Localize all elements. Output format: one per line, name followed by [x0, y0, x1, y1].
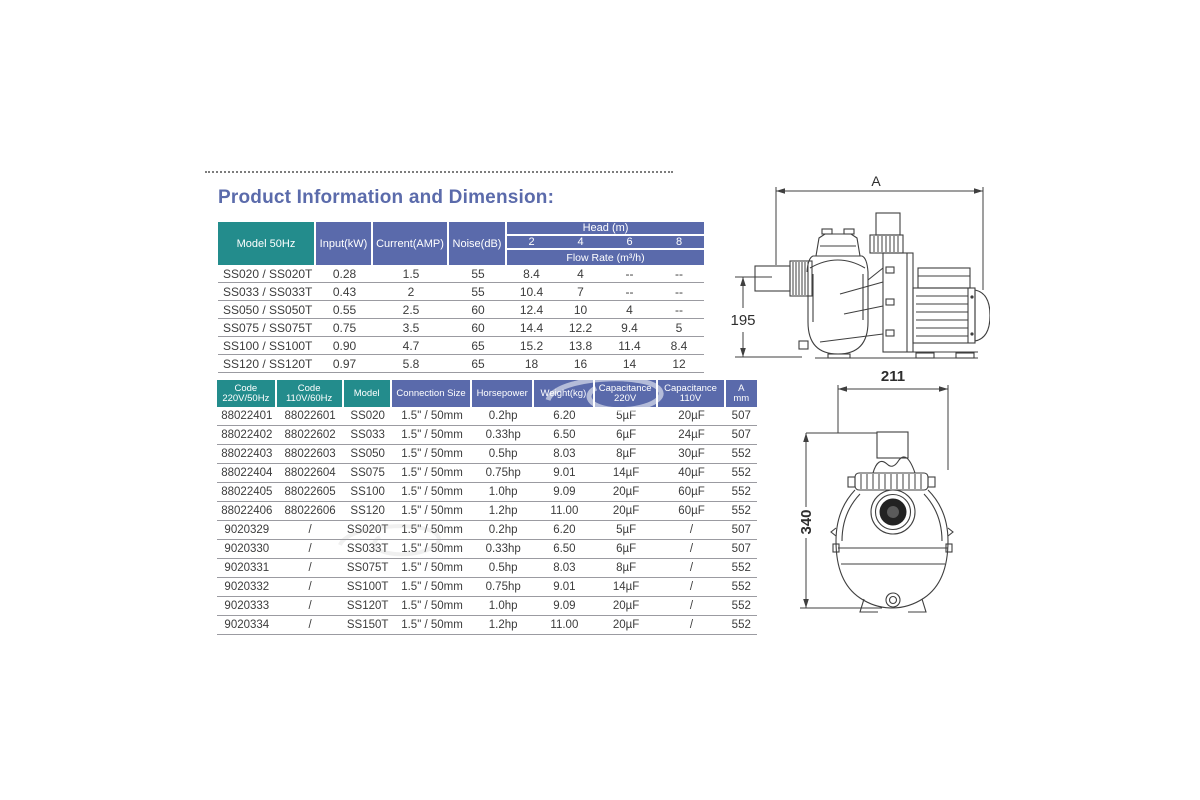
spec-header-cell: Horsepower [472, 380, 534, 407]
value-cell: -- [654, 265, 704, 283]
value-cell: 55 [449, 283, 507, 301]
value-cell: 5µF [595, 521, 658, 540]
row-key-cell: 88022404 [217, 464, 277, 483]
value-cell: 1.5" / 50mm [392, 464, 473, 483]
table-row [217, 464, 757, 483]
table-row [217, 616, 757, 635]
value-cell: 1.5" / 50mm [392, 502, 473, 521]
value-cell: SS075 [344, 464, 392, 483]
value-cell: 1.0hp [472, 597, 534, 616]
row-key-cell: 88022402 [217, 426, 277, 445]
value-cell: 20µF [595, 483, 658, 502]
pump-front-view-drawing [770, 360, 970, 620]
table-row [217, 502, 757, 521]
value-cell: 507 [726, 426, 757, 445]
value-cell: 0.75 [316, 319, 373, 337]
spec-table-header [217, 380, 757, 407]
value-cell: / [277, 578, 344, 597]
value-cell: / [658, 578, 726, 597]
value-cell: 2 [373, 283, 449, 301]
value-cell: 2.5 [373, 301, 449, 319]
value-cell: 12.2 [556, 319, 605, 337]
value-cell: 9.01 [534, 464, 595, 483]
value-cell: 1.5" / 50mm [392, 426, 473, 445]
value-cell: -- [654, 301, 704, 319]
value-cell: 20µF [595, 597, 658, 616]
table-row [218, 337, 704, 355]
table-row [217, 521, 757, 540]
value-cell: 20µF [595, 502, 658, 521]
spec-header-cell: Capacitance 110V [658, 380, 726, 407]
value-cell: 14µF [595, 578, 658, 597]
value-cell: / [658, 597, 726, 616]
row-key-cell: 88022403 [217, 445, 277, 464]
value-cell: 507 [726, 407, 757, 426]
table-row [218, 301, 704, 319]
row-key-cell: 9020334 [217, 616, 277, 635]
value-cell: / [277, 540, 344, 559]
pump-front-view-svg [770, 360, 970, 620]
value-cell: 9.01 [534, 578, 595, 597]
value-cell: 0.2hp [472, 521, 534, 540]
value-cell: 6µF [595, 426, 658, 445]
value-cell: 552 [726, 483, 757, 502]
row-key-cell: SS100 / SS100T [218, 337, 316, 355]
value-cell: 10 [556, 301, 605, 319]
value-cell: 0.33hp [472, 426, 534, 445]
value-cell: SS100 [344, 483, 392, 502]
col-header-head-group: Head (m) [507, 222, 704, 236]
value-cell: 8.4 [507, 265, 556, 283]
value-cell: 18 [507, 355, 556, 373]
value-cell: 88022605 [277, 483, 344, 502]
value-cell: 1.5" / 50mm [392, 445, 473, 464]
row-key-cell: SS050 / SS050T [218, 301, 316, 319]
outlet-nut-ribs [874, 236, 898, 252]
table-row [217, 483, 757, 502]
value-cell: 60µF [658, 483, 726, 502]
value-cell: 10.4 [507, 283, 556, 301]
row-key-cell: 88022401 [217, 407, 277, 426]
value-cell: 0.55 [316, 301, 373, 319]
value-cell: 0.43 [316, 283, 373, 301]
table-row [217, 540, 757, 559]
divider-dotted [205, 171, 673, 173]
table-row [218, 283, 704, 301]
spec-table-body [217, 407, 757, 635]
value-cell: / [658, 521, 726, 540]
value-cell: 60µF [658, 502, 726, 521]
value-cell: 0.5hp [472, 445, 534, 464]
value-cell: 3.5 [373, 319, 449, 337]
value-cell: SS033 [344, 426, 392, 445]
clamp-ring-ribs [861, 474, 921, 489]
value-cell: 40µF [658, 464, 726, 483]
spec-header-cell: Model [344, 380, 392, 407]
value-cell: / [277, 559, 344, 578]
value-cell: / [277, 616, 344, 635]
value-cell: 14 [605, 355, 654, 373]
value-cell: 1.5" / 50mm [392, 540, 473, 559]
row-key-cell: SS120 / SS120T [218, 355, 316, 373]
dim-label-340: 340 [798, 509, 815, 535]
value-cell: 1.5" / 50mm [392, 578, 473, 597]
col-header-flow-rate: Flow Rate (m³/h) [507, 250, 704, 265]
col-header-head-2: 2 [507, 236, 556, 250]
value-cell: 8.03 [534, 445, 595, 464]
row-key-cell: 88022406 [217, 502, 277, 521]
row-key-cell: 88022405 [217, 483, 277, 502]
value-cell: 1.5" / 50mm [392, 597, 473, 616]
row-key-cell: 9020332 [217, 578, 277, 597]
value-cell: -- [654, 283, 704, 301]
value-cell: 8.03 [534, 559, 595, 578]
value-cell: 4.7 [373, 337, 449, 355]
value-cell: 6.50 [534, 540, 595, 559]
value-cell: 8µF [595, 559, 658, 578]
row-key-cell: SS020 / SS020T [218, 265, 316, 283]
row-key-cell: SS033 / SS033T [218, 283, 316, 301]
value-cell: 20µF [658, 407, 726, 426]
value-cell: 1.0hp [472, 483, 534, 502]
value-cell: 0.33hp [472, 540, 534, 559]
value-cell: 552 [726, 464, 757, 483]
pump-side-view-drawing [720, 172, 990, 367]
value-cell: SS150T [344, 616, 392, 635]
table-row [217, 578, 757, 597]
col-header-current: Current(AMP) [373, 222, 449, 265]
value-cell: SS020 [344, 407, 392, 426]
col-header-noise: Noise(dB) [449, 222, 507, 265]
value-cell: 88022604 [277, 464, 344, 483]
table-row [217, 559, 757, 578]
value-cell: 6.20 [534, 407, 595, 426]
value-cell: 8.4 [654, 337, 704, 355]
col-header-head-4: 4 [556, 236, 605, 250]
row-key-cell: 9020333 [217, 597, 277, 616]
dim-label-211: 211 [880, 368, 906, 385]
value-cell: 552 [726, 502, 757, 521]
spec-table [217, 380, 757, 635]
value-cell: 507 [726, 540, 757, 559]
value-cell: 0.28 [316, 265, 373, 283]
value-cell: 5 [654, 319, 704, 337]
value-cell: 507 [726, 521, 757, 540]
value-cell: 1.5" / 50mm [392, 407, 473, 426]
value-cell: 0.75hp [472, 578, 534, 597]
value-cell: 5.8 [373, 355, 449, 373]
row-key-cell: 9020329 [217, 521, 277, 540]
row-key-cell: 9020331 [217, 559, 277, 578]
table-row [218, 319, 704, 337]
value-cell: SS100T [344, 578, 392, 597]
table-row [218, 265, 704, 283]
value-cell: 88022601 [277, 407, 344, 426]
value-cell: 55 [449, 265, 507, 283]
value-cell: 12 [654, 355, 704, 373]
value-cell: SS020T [344, 521, 392, 540]
col-header-head-6: 6 [605, 236, 654, 250]
value-cell: 20µF [595, 616, 658, 635]
value-cell: 0.5hp [472, 559, 534, 578]
value-cell: 1.5" / 50mm [392, 559, 473, 578]
table-row [217, 445, 757, 464]
dim-label-195: 195 [730, 312, 756, 329]
value-cell: 1.2hp [472, 502, 534, 521]
value-cell: 5µF [595, 407, 658, 426]
value-cell: 12.4 [507, 301, 556, 319]
value-cell: 8µF [595, 445, 658, 464]
spec-header-cell: Weight(kg) [534, 380, 595, 407]
value-cell: 16 [556, 355, 605, 373]
spec-header-cell: Code 110V/60Hz [277, 380, 344, 407]
value-cell: 88022603 [277, 445, 344, 464]
value-cell: SS033T [344, 540, 392, 559]
value-cell: SS120T [344, 597, 392, 616]
col-header-model: Model 50Hz [218, 222, 316, 265]
value-cell: 11.00 [534, 502, 595, 521]
value-cell: 24µF [658, 426, 726, 445]
pump-side-view-svg [720, 172, 990, 367]
value-cell: 552 [726, 445, 757, 464]
value-cell: 0.97 [316, 355, 373, 373]
value-cell: 14µF [595, 464, 658, 483]
performance-table-header [218, 222, 704, 265]
value-cell: 552 [726, 578, 757, 597]
value-cell: 88022602 [277, 426, 344, 445]
col-header-head-8: 8 [654, 236, 704, 250]
value-cell: 9.4 [605, 319, 654, 337]
value-cell: 6.20 [534, 521, 595, 540]
inlet-nut-ribs [793, 262, 808, 295]
spec-header-cell: Code 220V/50Hz [217, 380, 277, 407]
spec-header-cell: A mm [726, 380, 757, 407]
table-row [217, 426, 757, 445]
performance-table-body [218, 265, 704, 373]
value-cell: 0.90 [316, 337, 373, 355]
value-cell: SS050 [344, 445, 392, 464]
value-cell: 11.4 [605, 337, 654, 355]
row-key-cell: 9020330 [217, 540, 277, 559]
value-cell: 9.09 [534, 597, 595, 616]
value-cell: / [277, 521, 344, 540]
value-cell: / [277, 597, 344, 616]
spec-header-cell: Capacitance 220V [595, 380, 658, 407]
value-cell: 1.2hp [472, 616, 534, 635]
value-cell: SS075T [344, 559, 392, 578]
value-cell: 0.75hp [472, 464, 534, 483]
value-cell: 60 [449, 319, 507, 337]
value-cell: 9.09 [534, 483, 595, 502]
value-cell: -- [605, 265, 654, 283]
value-cell: / [658, 540, 726, 559]
value-cell: 1.5" / 50mm [392, 483, 473, 502]
value-cell: -- [605, 283, 654, 301]
row-key-cell: SS075 / SS075T [218, 319, 316, 337]
value-cell: 6µF [595, 540, 658, 559]
value-cell: 11.00 [534, 616, 595, 635]
value-cell: 6.50 [534, 426, 595, 445]
value-cell: 552 [726, 616, 757, 635]
value-cell: SS120 [344, 502, 392, 521]
dim-label-a: A [871, 173, 881, 189]
value-cell: 0.2hp [472, 407, 534, 426]
table-row [217, 597, 757, 616]
value-cell: 65 [449, 337, 507, 355]
value-cell: 14.4 [507, 319, 556, 337]
value-cell: 15.2 [507, 337, 556, 355]
table-row [217, 407, 757, 426]
value-cell: / [658, 616, 726, 635]
page-title: Product Information and Dimension: [218, 187, 555, 208]
spec-header-cell: Connection Size [392, 380, 473, 407]
value-cell: 7 [556, 283, 605, 301]
value-cell: / [658, 559, 726, 578]
value-cell: 552 [726, 597, 757, 616]
value-cell: 13.8 [556, 337, 605, 355]
value-cell: 88022606 [277, 502, 344, 521]
value-cell: 552 [726, 559, 757, 578]
table-row [218, 355, 704, 373]
col-header-input: Input(kW) [316, 222, 373, 265]
value-cell: 65 [449, 355, 507, 373]
value-cell: 1.5 [373, 265, 449, 283]
motor-fins [916, 296, 968, 336]
value-cell: 4 [605, 301, 654, 319]
value-cell: 1.5" / 50mm [392, 521, 473, 540]
spec-table-header-row [217, 380, 757, 407]
performance-table [218, 222, 704, 373]
value-cell: 1.5" / 50mm [392, 616, 473, 635]
value-cell: 4 [556, 265, 605, 283]
value-cell: 60 [449, 301, 507, 319]
value-cell: 30µF [658, 445, 726, 464]
